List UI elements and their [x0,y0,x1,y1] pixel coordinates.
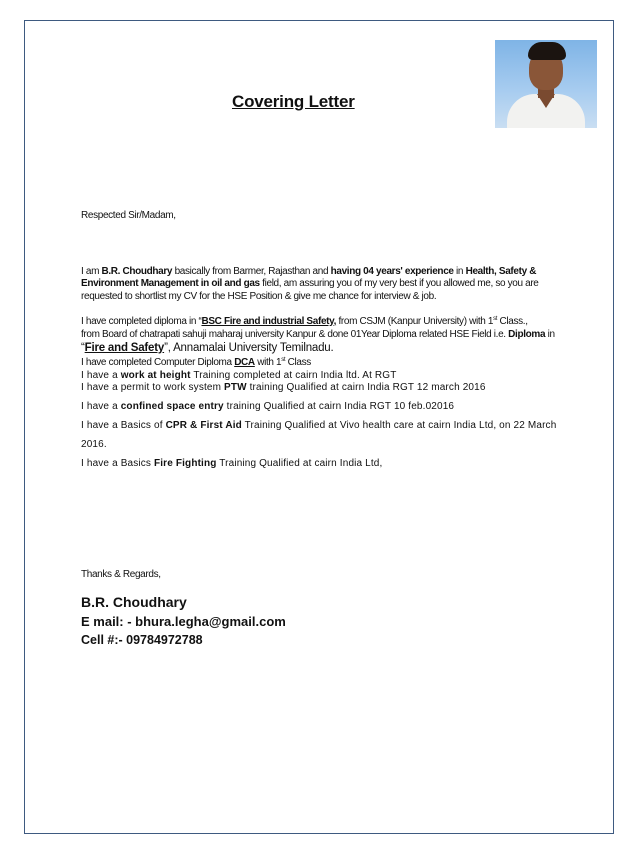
intro-line-3: requested to shortlist my CV for the HSE Position & give me chance for interview & job. [81,291,437,302]
signature-name: B.R. Choudhary [81,594,187,610]
fire-fighting-line: I have a Basics Fire Fighting Training Qualified at cairn India Ltd, [81,458,383,469]
intro-line-1: I am B.R. Choudhary basically from Barmer, Rajasthan and having 04 years' experience in Health, Safety & [81,266,537,277]
work-at-height-line: I have a work at height Training completed at cairn India ltd. At RGT [81,370,397,381]
profile-photo [495,40,597,128]
intro-line-2: Environment Management in oil and gas field, am assuring you of my very best if you allowed me, so you are [81,278,539,289]
diploma-line-1: I have completed diploma in “BSC Fire and industrial Safety, from CSJM (Kanpur University) with 1st Class., [81,316,528,327]
letter-title: Covering Letter [232,92,355,111]
diploma-line-2: from Board of chatrapati sahuji maharaj university Kanpur & done 01Year Diploma related HSE Field i.e. Diploma in [81,329,555,340]
permit-line: I have a permit to work system PTW training Qualified at cairn India RGT 12 march 2016 [81,382,486,393]
signature-email: E mail: - bhura.legha@gmail.com [81,614,286,629]
confined-space-line: I have a confined space entry training Qualified at cairn India RGT 10 feb.02016 [81,401,455,412]
cpr-line-2: 2016. [81,439,107,450]
diploma-line-3: “Fire and Safety”, Annamalai University Temilnadu. [81,342,334,354]
cpr-line-1: I have a Basics of CPR & First Aid Training Qualified at Vivo health care at cairn India Ltd, on 22 March [81,420,557,431]
salutation: Respected Sir/Madam, [81,210,176,221]
signature-cell: Cell #:- 09784972788 [81,633,203,647]
computer-diploma: I have completed Computer Diploma DCA with 1st Class [81,357,311,368]
closing: Thanks & Regards, [81,569,161,580]
